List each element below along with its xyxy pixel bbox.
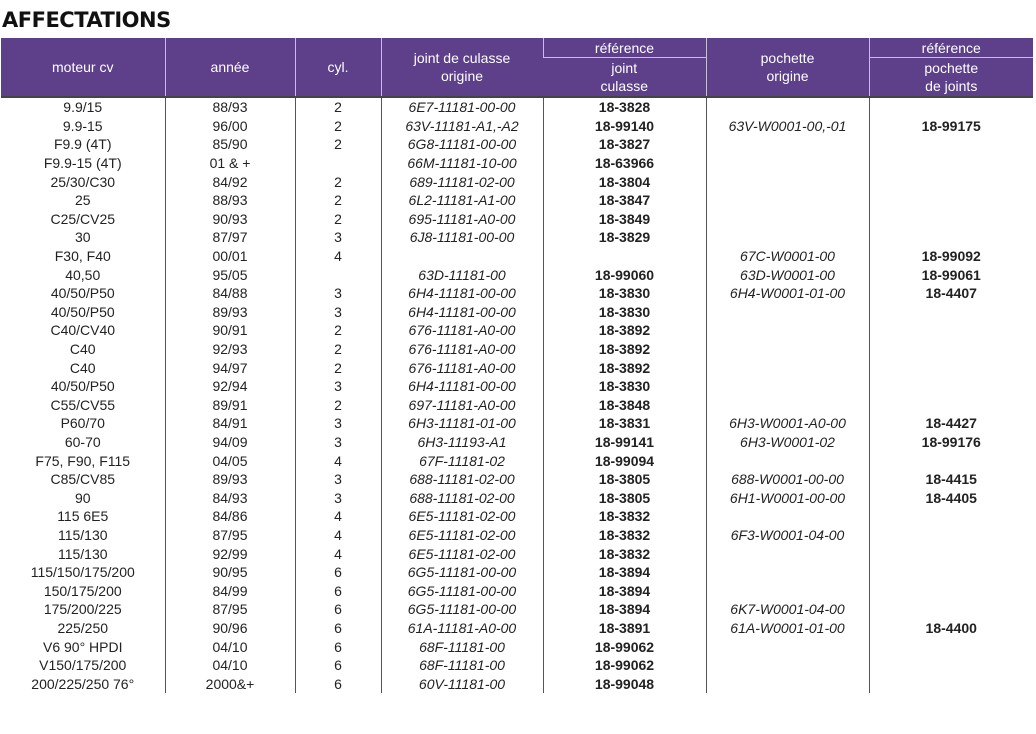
cell-moteur: 40/50/P50 <box>50 285 115 302</box>
header-moteur: moteur cv <box>1 38 165 97</box>
cell-cyl: 4 <box>295 247 381 266</box>
cell-reference-pochette <box>869 451 1033 470</box>
cell-reference-joint: 18-99062 <box>543 637 706 656</box>
cell-pochette-origine <box>706 656 869 675</box>
cell-pochette-origine <box>706 674 869 693</box>
cell-cyl: 3 <box>295 303 381 322</box>
cell-cyl: 4 <box>295 507 381 526</box>
header-ref-pochette-line2: de joints <box>925 78 978 94</box>
cell-reference-pochette <box>869 563 1033 582</box>
cell-joint-origine: 66M-11181-10-00 <box>381 154 543 173</box>
cell-joint-origine: 6H4-11181-00-00 <box>381 377 543 396</box>
cell-reference-pochette <box>869 674 1033 693</box>
cell-moteur: 60-70 <box>64 433 101 450</box>
cell-joint-origine: 6H4-11181-00-00 <box>381 284 543 303</box>
cell-pochette-origine <box>706 97 869 117</box>
cell-annee: 89/93 <box>165 303 295 322</box>
cell-cyl: 2 <box>295 191 381 210</box>
table-row <box>1 247 1033 266</box>
page-title: AFFECTATIONS <box>2 8 171 32</box>
cell-annee: 95/05 <box>165 265 295 284</box>
cell-reference-pochette: 18-4407 <box>869 284 1033 303</box>
cell-reference-joint: 18-3832 <box>543 544 706 563</box>
header-ref-pochette-line1: pochette <box>924 60 979 76</box>
cell-reference-joint: 18-3832 <box>543 526 706 545</box>
cell-moteur: 115/130 <box>57 526 108 543</box>
cell-cyl: 2 <box>295 172 381 191</box>
cell-reference-joint: 18-3830 <box>543 284 706 303</box>
cell-cyl: 3 <box>295 433 381 452</box>
cell-reference-pochette: 18-4427 <box>869 414 1033 433</box>
cell-moteur: 115 6E5 <box>57 508 109 525</box>
cell-pochette-origine <box>706 191 869 210</box>
cell-joint-origine: 67F-11181-02 <box>381 451 543 470</box>
cell-reference-pochette <box>869 377 1033 396</box>
cell-joint-origine: 676-11181-A0-00 <box>381 358 543 377</box>
cell-reference-joint <box>543 247 706 266</box>
table-row <box>1 433 1033 452</box>
header-pochette-line2: origine <box>766 68 809 84</box>
cell-annee: 90/96 <box>165 619 295 638</box>
cell-pochette-origine <box>706 358 869 377</box>
cell-moteur: C85/CV85 <box>50 471 116 488</box>
table-row <box>1 97 1033 117</box>
header-cyl: cyl. <box>295 38 381 97</box>
cell-pochette-origine <box>706 210 869 229</box>
table-row <box>1 284 1033 303</box>
cell-joint-origine: 6H3-11181-01-00 <box>381 414 543 433</box>
cell-cyl: 2 <box>295 117 381 136</box>
table-row <box>1 619 1033 638</box>
cell-pochette-origine <box>706 563 869 582</box>
cell-moteur: 175/200/225 <box>43 601 122 618</box>
cell-reference-pochette <box>869 191 1033 210</box>
cell-joint-origine: 68F-11181-00 <box>381 637 543 656</box>
table-row <box>1 637 1033 656</box>
cell-cyl: 3 <box>295 414 381 433</box>
cell-annee: 2000&+ <box>165 674 295 693</box>
cell-annee: 04/05 <box>165 451 295 470</box>
cell-annee: 87/97 <box>165 228 295 247</box>
cell-reference-joint: 18-99141 <box>543 433 706 452</box>
cell-cyl <box>295 265 381 284</box>
cell-pochette-origine: 61A-W0001-01-00 <box>706 619 869 638</box>
cell-reference-joint: 18-3894 <box>543 581 706 600</box>
header-pochette-origine <box>706 38 869 97</box>
cell-reference-joint: 18-3849 <box>543 210 706 229</box>
table-row <box>1 581 1033 600</box>
cell-reference-joint: 18-3827 <box>543 135 706 154</box>
cell-cyl: 6 <box>295 563 381 582</box>
cell-reference-joint: 18-99094 <box>543 451 706 470</box>
cell-cyl: 6 <box>295 600 381 619</box>
cell-pochette-origine: 6F3-W0001-04-00 <box>706 526 869 545</box>
header-reference-joint <box>543 58 706 98</box>
table-row <box>1 154 1033 173</box>
cell-reference-joint: 18-3892 <box>543 321 706 340</box>
cell-reference-pochette <box>869 544 1033 563</box>
cell-reference-pochette <box>869 656 1033 675</box>
header-reference-joint-top: référence <box>543 38 706 58</box>
header-joint-origine <box>381 38 543 97</box>
cell-moteur: 25/30/C30 <box>50 173 116 190</box>
cell-annee: 92/93 <box>165 340 295 359</box>
cell-pochette-origine: 6H4-W0001-01-00 <box>706 284 869 303</box>
cell-pochette-origine: 688-W0001-00-00 <box>706 470 869 489</box>
cell-reference-joint: 18-99048 <box>543 674 706 693</box>
cell-annee: 84/92 <box>165 172 295 191</box>
table-row <box>1 321 1033 340</box>
table-row <box>1 228 1033 247</box>
table-row <box>1 488 1033 507</box>
header-pochette-line1: pochette <box>760 50 815 66</box>
cell-moteur: 150/175/200 <box>43 582 122 599</box>
cell-cyl: 6 <box>295 674 381 693</box>
table-row <box>1 544 1033 563</box>
cell-annee: 84/93 <box>165 488 295 507</box>
table-row <box>1 340 1033 359</box>
cell-reference-pochette <box>869 637 1033 656</box>
cell-annee: 90/93 <box>165 210 295 229</box>
header-reference-pochette-top: référence <box>869 38 1033 58</box>
cell-annee: 88/93 <box>165 97 295 117</box>
cell-cyl: 4 <box>295 544 381 563</box>
table-row <box>1 117 1033 136</box>
cell-reference-joint: 18-3847 <box>543 191 706 210</box>
table-row <box>1 507 1033 526</box>
cell-joint-origine: 6E5-11181-02-00 <box>381 507 543 526</box>
cell-annee: 90/91 <box>165 321 295 340</box>
cell-reference-joint: 18-3804 <box>543 172 706 191</box>
cell-reference-pochette <box>869 358 1033 377</box>
table-body <box>1 97 1033 693</box>
cell-reference-pochette <box>869 135 1033 154</box>
cell-moteur: C40 <box>69 359 96 376</box>
table-row <box>1 303 1033 322</box>
cell-cyl: 2 <box>295 97 381 117</box>
affectations-table <box>1 38 1033 693</box>
cell-cyl: 4 <box>295 451 381 470</box>
cell-reference-pochette: 18-4415 <box>869 470 1033 489</box>
cell-moteur: C40 <box>69 341 96 358</box>
cell-moteur: 200/225/250 76° <box>31 675 135 692</box>
table-row <box>1 414 1033 433</box>
cell-cyl: 6 <box>295 619 381 638</box>
cell-joint-origine: 6L2-11181-A1-00 <box>381 191 543 210</box>
cell-reference-pochette <box>869 507 1033 526</box>
cell-joint-origine: 6H4-11181-00-00 <box>381 303 543 322</box>
cell-reference-joint: 18-3894 <box>543 600 706 619</box>
table-row <box>1 358 1033 377</box>
cell-annee: 00/01 <box>165 247 295 266</box>
cell-moteur: 115/130 <box>57 545 108 562</box>
table-row <box>1 265 1033 284</box>
cell-cyl: 2 <box>295 135 381 154</box>
cell-pochette-origine <box>706 340 869 359</box>
cell-reference-pochette <box>869 97 1033 117</box>
header-joint-line1: joint de culasse <box>413 50 511 66</box>
cell-moteur: V150/175/200 <box>39 657 127 674</box>
cell-moteur: C55/CV55 <box>50 396 116 413</box>
cell-joint-origine: 676-11181-A0-00 <box>381 321 543 340</box>
cell-pochette-origine <box>706 637 869 656</box>
cell-reference-pochette <box>869 228 1033 247</box>
cell-joint-origine <box>381 247 543 266</box>
cell-cyl: 2 <box>295 358 381 377</box>
cell-joint-origine: 6G5-11181-00-00 <box>381 600 543 619</box>
cell-reference-joint: 18-3828 <box>543 97 706 117</box>
cell-moteur: V6 90° HPDI <box>42 638 123 655</box>
cell-cyl: 6 <box>295 637 381 656</box>
cell-moteur: 25 <box>74 192 91 209</box>
cell-cyl: 3 <box>295 470 381 489</box>
cell-cyl: 2 <box>295 340 381 359</box>
cell-reference-pochette: 18-99061 <box>869 265 1033 284</box>
cell-reference-pochette <box>869 600 1033 619</box>
cell-moteur: 115/150/175/200 <box>30 564 135 581</box>
cell-moteur: F9.9-15 (4T) <box>43 155 122 172</box>
cell-moteur: F9.9 (4T) <box>53 136 112 153</box>
cell-pochette-origine: 6H1-W0001-00-00 <box>706 488 869 507</box>
cell-reference-joint: 18-3805 <box>543 488 706 507</box>
cell-pochette-origine: 6H3-W0001-A0-00 <box>706 414 869 433</box>
table-row <box>1 210 1033 229</box>
cell-annee: 84/88 <box>165 284 295 303</box>
cell-cyl: 3 <box>295 228 381 247</box>
table-row <box>1 191 1033 210</box>
cell-pochette-origine <box>706 135 869 154</box>
cell-cyl: 6 <box>295 656 381 675</box>
cell-pochette-origine <box>706 228 869 247</box>
cell-reference-joint: 18-3892 <box>543 358 706 377</box>
cell-annee: 92/99 <box>165 544 295 563</box>
cell-annee: 85/90 <box>165 135 295 154</box>
cell-reference-joint: 18-3848 <box>543 396 706 415</box>
cell-annee: 96/00 <box>165 117 295 136</box>
cell-moteur: 90 <box>74 489 91 506</box>
cell-reference-joint: 18-99062 <box>543 656 706 675</box>
cell-reference-joint: 18-3831 <box>543 414 706 433</box>
cell-annee: 04/10 <box>165 656 295 675</box>
cell-reference-joint: 18-99060 <box>543 265 706 284</box>
cell-pochette-origine <box>706 377 869 396</box>
cell-reference-pochette <box>869 172 1033 191</box>
cell-reference-pochette: 18-99092 <box>869 247 1033 266</box>
cell-annee: 90/95 <box>165 563 295 582</box>
cell-moteur: 9.9-15 <box>62 117 103 134</box>
table-row <box>1 451 1033 470</box>
cell-annee: 89/91 <box>165 396 295 415</box>
cell-reference-pochette <box>869 210 1033 229</box>
cell-moteur: 40/50/P50 <box>50 378 115 395</box>
cell-reference-pochette <box>869 154 1033 173</box>
cell-pochette-origine <box>706 154 869 173</box>
cell-reference-pochette: 18-99175 <box>869 117 1033 136</box>
cell-pochette-origine: 67C-W0001-00 <box>706 247 869 266</box>
header-reference-pochette <box>869 58 1033 98</box>
cell-reference-joint: 18-3830 <box>543 377 706 396</box>
table-row <box>1 377 1033 396</box>
table-row <box>1 656 1033 675</box>
table-row <box>1 396 1033 415</box>
cell-reference-pochette: 18-4400 <box>869 619 1033 638</box>
cell-joint-origine: 61A-11181-A0-00 <box>381 619 543 638</box>
cell-joint-origine: 63V-11181-A1,-A2 <box>381 117 543 136</box>
cell-joint-origine: 6E7-11181-00-00 <box>381 97 543 117</box>
table-row <box>1 600 1033 619</box>
cell-reference-pochette: 18-99176 <box>869 433 1033 452</box>
cell-cyl: 3 <box>295 377 381 396</box>
cell-joint-origine: 6G5-11181-00-00 <box>381 563 543 582</box>
cell-pochette-origine <box>706 451 869 470</box>
cell-annee: 87/95 <box>165 600 295 619</box>
table-row <box>1 563 1033 582</box>
table-row <box>1 135 1033 154</box>
cell-pochette-origine: 63V-W0001-00,-01 <box>706 117 869 136</box>
cell-annee: 89/93 <box>165 470 295 489</box>
cell-cyl: 2 <box>295 210 381 229</box>
cell-pochette-origine: 6H3-W0001-02 <box>706 433 869 452</box>
cell-reference-pochette <box>869 340 1033 359</box>
cell-annee: 04/10 <box>165 637 295 656</box>
cell-reference-joint: 18-3894 <box>543 563 706 582</box>
cell-joint-origine: 63D-11181-00 <box>381 265 543 284</box>
cell-reference-joint: 18-3805 <box>543 470 706 489</box>
cell-joint-origine: 6E5-11181-02-00 <box>381 544 543 563</box>
header-ref-joint-line1: joint <box>611 60 638 76</box>
cell-reference-pochette <box>869 526 1033 545</box>
cell-annee: 94/09 <box>165 433 295 452</box>
cell-joint-origine: 6J8-11181-00-00 <box>381 228 543 247</box>
cell-joint-origine: 695-11181-A0-00 <box>381 210 543 229</box>
cell-pochette-origine <box>706 303 869 322</box>
cell-reference-joint: 18-3891 <box>543 619 706 638</box>
cell-reference-pochette <box>869 321 1033 340</box>
cell-cyl: 2 <box>295 396 381 415</box>
cell-cyl: 4 <box>295 526 381 545</box>
cell-joint-origine: 688-11181-02-00 <box>381 488 543 507</box>
cell-joint-origine: 6H3-11193-A1 <box>381 433 543 452</box>
cell-pochette-origine <box>706 321 869 340</box>
table-header <box>1 38 1033 97</box>
cell-annee: 88/93 <box>165 191 295 210</box>
cell-pochette-origine <box>706 396 869 415</box>
cell-annee: 84/99 <box>165 581 295 600</box>
cell-pochette-origine <box>706 507 869 526</box>
cell-joint-origine: 6G5-11181-00-00 <box>381 581 543 600</box>
cell-annee: 87/95 <box>165 526 295 545</box>
cell-moteur: C25/CV25 <box>50 210 116 227</box>
table-row <box>1 674 1033 693</box>
cell-moteur: 225/250 <box>57 619 109 636</box>
cell-joint-origine: 68F-11181-00 <box>381 656 543 675</box>
header-annee: année <box>165 38 295 97</box>
cell-pochette-origine <box>706 581 869 600</box>
cell-annee: 94/97 <box>165 358 295 377</box>
cell-reference-pochette <box>869 581 1033 600</box>
cell-reference-joint: 18-3892 <box>543 340 706 359</box>
cell-annee: 84/86 <box>165 507 295 526</box>
header-joint-line2: origine <box>440 68 484 84</box>
cell-reference-joint: 18-3832 <box>543 507 706 526</box>
cell-joint-origine: 6G8-11181-00-00 <box>381 135 543 154</box>
cell-joint-origine: 60V-11181-00 <box>381 674 543 693</box>
cell-cyl <box>295 154 381 173</box>
cell-moteur: P60/70 <box>60 415 105 432</box>
cell-moteur: 40/50/P50 <box>50 303 115 320</box>
cell-cyl: 3 <box>295 284 381 303</box>
cell-reference-joint: 18-99140 <box>543 117 706 136</box>
header-ref-joint-line2: culasse <box>600 78 648 94</box>
cell-reference-joint: 18-3829 <box>543 228 706 247</box>
cell-pochette-origine <box>706 172 869 191</box>
cell-joint-origine: 697-11181-A0-00 <box>381 396 543 415</box>
cell-cyl: 3 <box>295 488 381 507</box>
cell-reference-pochette <box>869 396 1033 415</box>
cell-joint-origine: 688-11181-02-00 <box>381 470 543 489</box>
cell-pochette-origine: 6K7-W0001-04-00 <box>706 600 869 619</box>
cell-joint-origine: 676-11181-A0-00 <box>381 340 543 359</box>
cell-reference-pochette: 18-4405 <box>869 488 1033 507</box>
cell-annee: 92/94 <box>165 377 295 396</box>
table-row <box>1 172 1033 191</box>
cell-pochette-origine <box>706 544 869 563</box>
cell-joint-origine: 6E5-11181-02-00 <box>381 526 543 545</box>
cell-pochette-origine: 63D-W0001-00 <box>706 265 869 284</box>
cell-moteur: 9.9/15 <box>1 97 165 117</box>
cell-moteur: F30, F40 <box>54 248 111 265</box>
cell-moteur: C40/CV40 <box>50 322 116 339</box>
cell-annee: 84/91 <box>165 414 295 433</box>
cell-joint-origine: 689-11181-02-00 <box>381 172 543 191</box>
cell-cyl: 2 <box>295 321 381 340</box>
table-row <box>1 470 1033 489</box>
cell-cyl: 6 <box>295 581 381 600</box>
cell-annee: 01 & + <box>165 154 295 173</box>
cell-moteur: F75, F90, F115 <box>35 452 131 469</box>
cell-moteur: 40,50 <box>65 266 101 283</box>
cell-reference-pochette <box>869 303 1033 322</box>
cell-reference-joint: 18-63966 <box>543 154 706 173</box>
table-row <box>1 526 1033 545</box>
cell-reference-joint: 18-3830 <box>543 303 706 322</box>
cell-moteur: 30 <box>74 229 91 246</box>
